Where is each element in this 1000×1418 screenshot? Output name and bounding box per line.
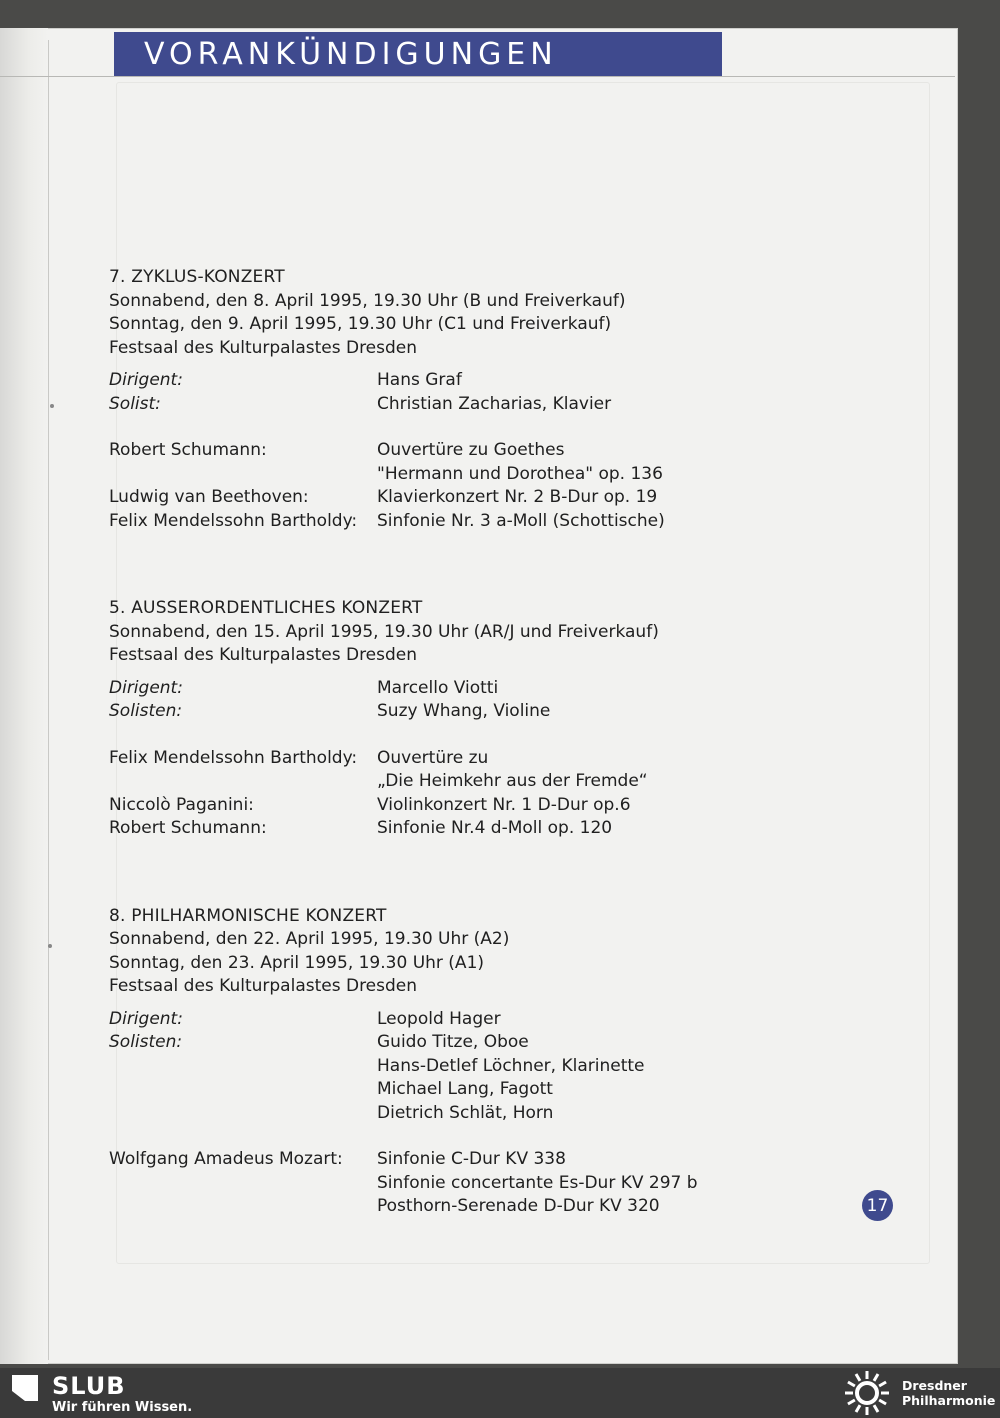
performer-row [109, 1031, 869, 1125]
concert-date: Sonnabend, den 22. April 1995, 19.30 Uhr (A2) [109, 929, 510, 949]
work: Sinfonie Nr.4 d-Moll op. 120 [377, 818, 613, 838]
performer-role: Dirigent: [109, 1008, 183, 1029]
performer-name: Dietrich Schlät, Horn [377, 1102, 554, 1123]
page-gutter [48, 40, 49, 1360]
performer-name: Hans-Detlef Löchner, Klarinette [377, 1055, 645, 1076]
program-row [109, 486, 869, 510]
philharmonie-logo-icon [842, 1370, 892, 1416]
performer-name: Suzy Whang, Violine [377, 701, 551, 721]
performer-row [109, 1008, 869, 1032]
composer: Felix Mendelssohn Bartholdy: [109, 510, 358, 531]
section-header [114, 32, 722, 77]
work: „Die Heimkehr aus der Fremde“ [377, 771, 648, 791]
program-row [109, 794, 869, 818]
work: Klavierkonzert Nr. 2 B-Dur op. 19 [377, 487, 658, 507]
concert-venue: Festsaal des Kulturpalastes Dresden [109, 976, 418, 996]
concert-date: Sonntag, den 9. April 1995, 19.30 Uhr (C1 und Freiverkauf) [109, 314, 612, 334]
composer: Ludwig van Beethoven: [109, 487, 309, 507]
partner-name-line: Philharmonie [902, 1393, 996, 1408]
work: Posthorn-Serenade D-Dur KV 320 [377, 1196, 660, 1216]
concert-venue: Festsaal des Kulturpalastes Dresden [109, 337, 418, 358]
concert-date: Sonnabend, den 15. April 1995, 19.30 Uhr (AR/J und Freiverkauf) [109, 621, 659, 642]
performer-row [109, 393, 869, 417]
composer: Robert Schumann: [109, 440, 267, 460]
concert-8-philharmonisch [109, 905, 869, 1219]
performer-name: Michael Lang, Fagott [377, 1079, 553, 1099]
performer-name: Hans Graf [377, 370, 462, 390]
work: Sinfonie C-Dur KV 338 [377, 1149, 566, 1169]
page-number-badge [862, 1190, 893, 1221]
program-row [109, 439, 869, 486]
performer-role: Dirigent: [109, 370, 183, 390]
library-tagline: Wir führen Wissen. [52, 1400, 193, 1415]
program-row [109, 817, 869, 841]
performer-row [109, 677, 869, 701]
performer-name: Christian Zacharias, Klavier [377, 393, 612, 414]
composer: Felix Mendelssohn Bartholdy: [109, 747, 358, 768]
composer: Wolfgang Amadeus Mozart: [109, 1149, 343, 1169]
work: Violinkonzert Nr. 1 D-Dur op.6 [377, 794, 631, 815]
performer-role: Dirigent: [109, 677, 183, 698]
concert-7-zyklus [109, 266, 869, 533]
performer-role: Solisten: [109, 1032, 183, 1052]
work: Sinfonie concertante Es-Dur KV 297 b [377, 1172, 698, 1193]
concert-title: 7. ZYKLUS-KONZERT [109, 267, 285, 287]
concert-date: Sonnabend, den 8. April 1995, 19.30 Uhr (B und Freiverkauf) [109, 290, 626, 311]
work: Ouvertüre zu Goethes [377, 440, 565, 460]
performer-name: Marcello Viotti [377, 677, 499, 698]
composer: Niccolò Paganini: [109, 794, 254, 815]
partner-name-line: Dresdner [902, 1378, 967, 1393]
composer: Robert Schumann: [109, 818, 267, 838]
concert-5-ausserordentlich [109, 597, 869, 841]
concert-venue: Festsaal des Kulturpalastes Dresden [109, 645, 418, 665]
program-row [109, 1148, 869, 1219]
concert-title: 8. PHILHARMONISCHE KONZERT [109, 905, 387, 926]
performer-role: Solist: [109, 393, 161, 414]
work: Ouvertüre zu [377, 747, 489, 768]
partner-name[interactable] [902, 1378, 995, 1408]
margin-mark [50, 404, 54, 408]
performer-row [109, 369, 869, 393]
page-number: 17 [866, 1195, 889, 1216]
program-row [109, 510, 869, 534]
margin-mark [48, 944, 52, 948]
performer-row [109, 700, 869, 724]
work: "Hermann und Dorothea" op. 136 [377, 463, 663, 484]
performer-role: Solisten: [109, 701, 183, 721]
performer-name: Guido Titze, Oboe [377, 1032, 529, 1052]
slub-logo-icon [12, 1375, 38, 1401]
concert-title: 5. AUSSERORDENTLICHES KONZERT [109, 598, 423, 618]
section-title: VORANKÜNDIGUNGEN [144, 37, 558, 72]
concert-date: Sonntag, den 23. April 1995, 19.30 Uhr (A1) [109, 952, 485, 973]
archive-footer [0, 1368, 1000, 1418]
page-fold-shadow [0, 28, 48, 1364]
library-name[interactable]: SLUB [52, 1372, 126, 1400]
program-row [109, 747, 869, 794]
work: Sinfonie Nr. 3 a-Moll (Schottische) [377, 510, 665, 531]
performer-name: Leopold Hager [377, 1008, 501, 1029]
announcements [109, 266, 869, 1219]
top-rule [0, 76, 955, 77]
